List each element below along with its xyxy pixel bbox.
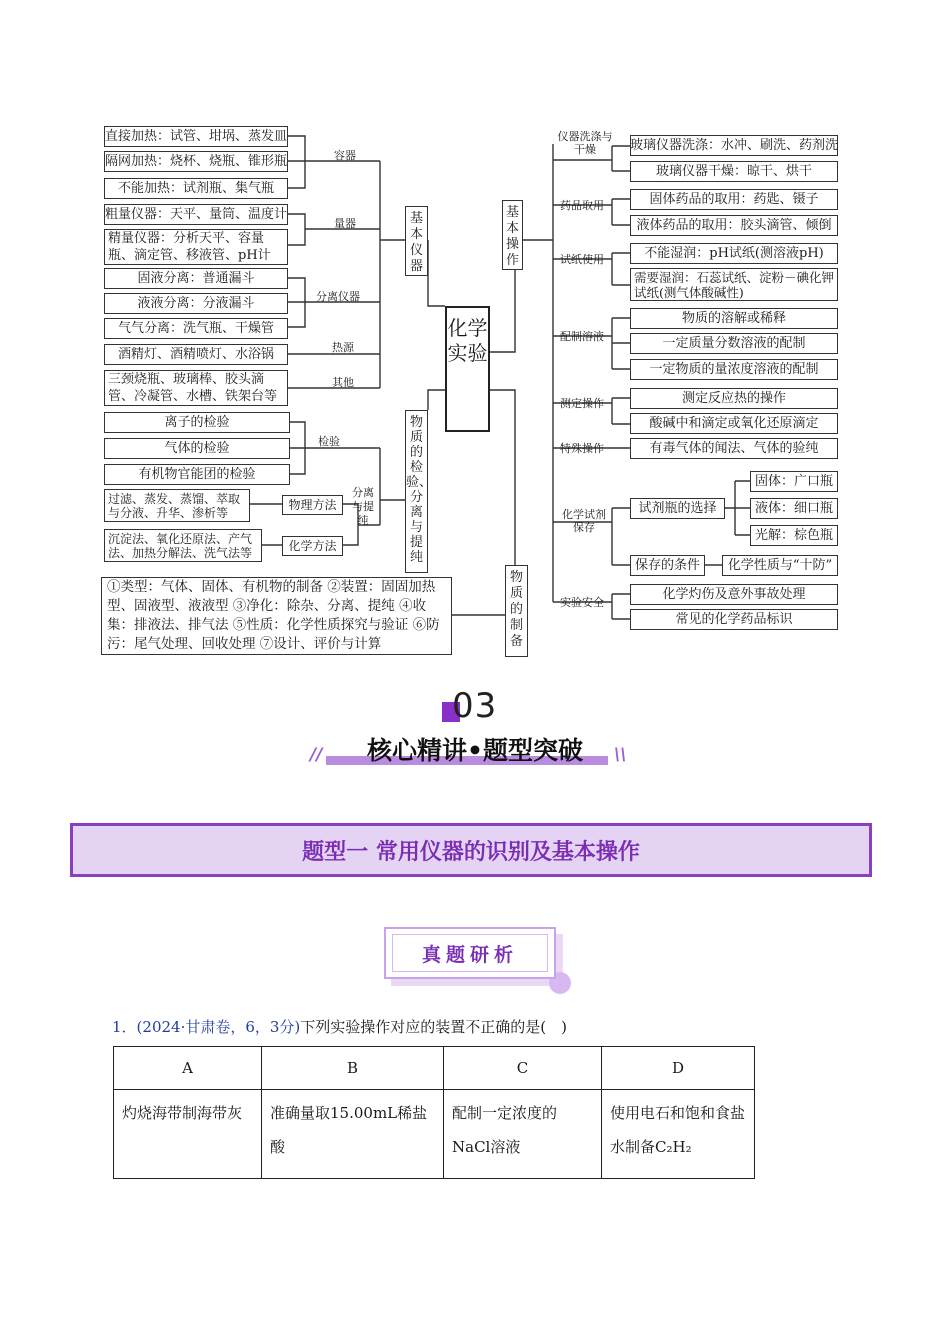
inspect-item-3: 有机物官能团的检验 bbox=[104, 464, 290, 485]
heat-item: 酒精灯、酒精喷灯、水浴锅 bbox=[104, 344, 288, 365]
wash-item-1: 玻璃仪器洗涤：水冲、刷洗、药剂洗 bbox=[630, 135, 838, 156]
header-cell-b: B bbox=[262, 1047, 444, 1090]
question-text: 下列实验操作对应的装置不正确的是( ) bbox=[300, 1018, 567, 1036]
option-cell-a: 灼烧海带制海带灰 bbox=[114, 1090, 262, 1179]
reagent-item-1: 固体药品的取用：药匙、镊子 bbox=[630, 189, 838, 210]
header-cell-a: A bbox=[114, 1047, 262, 1090]
reagent-label: 药品取用 bbox=[560, 199, 604, 212]
condition-label: 保存的条件 bbox=[630, 555, 705, 576]
separation-label: 分离仪器 bbox=[316, 290, 360, 303]
header-cell-c: C bbox=[444, 1047, 602, 1090]
condition-item: 化学性质与“十防” bbox=[722, 555, 838, 576]
table-header-row bbox=[114, 1047, 755, 1090]
separate-label: 分离与提纯 bbox=[352, 486, 374, 527]
bottle-item-2: 液体：细口瓶 bbox=[750, 498, 838, 519]
option-cell-d: 使用电石和饱和食盐水制备C₂H₂ bbox=[602, 1090, 755, 1179]
solution-item-2: 一定质量分数溶液的配制 bbox=[630, 333, 838, 354]
other-item: 三颈烧瓶、玻璃棒、胶头滴管、冷凝管、水槽、铁架台等 bbox=[104, 370, 288, 406]
safety-label: 实验安全 bbox=[560, 596, 604, 609]
paper-item-2: 需要湿润：石蕊试纸、淀粉－碘化钾试纸(测气体酸碱性) bbox=[630, 268, 838, 301]
section-number: 03 bbox=[452, 686, 498, 726]
options-table bbox=[113, 1046, 755, 1179]
slash-right-decoration: \\ bbox=[614, 745, 627, 765]
special-item: 有毒气体的闻法、气体的验纯 bbox=[630, 438, 838, 459]
chemical-method-item: 沉淀法、氧化还原法、产气法、加热分解法、洗气法等 bbox=[104, 529, 262, 562]
separation-item-1: 固液分离：普通漏斗 bbox=[104, 268, 288, 289]
question-source: (2024·甘肃卷，6，3分) bbox=[136, 1018, 301, 1036]
instruments-title: 基本仪器 bbox=[405, 206, 428, 276]
solution-item-3: 一定物质的量浓度溶液的配制 bbox=[630, 359, 838, 380]
wash-item-2: 玻璃仪器干燥：晾干、烘干 bbox=[630, 161, 838, 182]
measure-op-item-1: 测定反应热的操作 bbox=[630, 388, 838, 409]
option-cell-b: 准确量取15.00mL稀盐酸 bbox=[262, 1090, 444, 1179]
container-item-1: 直接加热：试管、坩埚、蒸发皿 bbox=[104, 126, 288, 147]
measure-op-item-2: 酸碱中和滴定或氧化还原滴定 bbox=[630, 413, 838, 434]
operations-title: 基本操作 bbox=[502, 200, 523, 270]
inspect-item-2: 气体的检验 bbox=[104, 438, 290, 459]
special-label: 特殊操作 bbox=[560, 442, 604, 455]
measure-item-1: 粗量仪器：天平、量筒、温度计 bbox=[104, 204, 288, 225]
chemical-method-label: 化学方法 bbox=[282, 536, 343, 556]
reagent-item-2: 液体药品的取用：胶头滴管、倾倒 bbox=[630, 215, 838, 236]
measure-item-2: 精量仪器：分析天平、容量瓶、滴定管、移液管、pH计 bbox=[104, 229, 288, 265]
real-exam-tag bbox=[384, 927, 556, 979]
paper-label: 试纸使用 bbox=[560, 253, 604, 266]
storage-label: 化学试剂保存 bbox=[562, 508, 606, 534]
slash-left-decoration: // bbox=[310, 745, 323, 765]
heat-label: 热源 bbox=[332, 341, 354, 354]
real-exam-tag-label: 真题研析 bbox=[392, 934, 548, 972]
question-type-banner: 题型一 常用仪器的识别及基本操作 bbox=[70, 823, 872, 877]
physical-method-label: 物理方法 bbox=[282, 495, 343, 515]
inspect-label: 检验 bbox=[318, 435, 340, 448]
separation-item-2: 液液分离：分液漏斗 bbox=[104, 293, 288, 314]
preparation-text: ①类型：气体、固体、有机物的制备 ②装置：固固加热型、固液型、液液型 ③净化：除杂、分离、提纯 ④收集：排液法、排气法 ⑤性质：化学性质探究与验证 ⑥防污：尾气处理、回收处理 ⑦设计、评价与计算 bbox=[101, 577, 452, 655]
container-item-2: 隔网加热：烧杯、烧瓶、锥形瓶 bbox=[104, 151, 288, 172]
header-cell-d: D bbox=[602, 1047, 755, 1090]
bottle-item-1: 固体：广口瓶 bbox=[750, 471, 838, 492]
container-label: 容器 bbox=[334, 149, 356, 162]
paper-item-1: 不能湿润：pH试纸(测溶液pH) bbox=[630, 243, 838, 264]
testing-title: 物质的检验、分离与提纯 bbox=[405, 410, 428, 573]
inspect-item-1: 离子的检验 bbox=[104, 412, 290, 433]
wash-label: 仪器洗涤与干燥 bbox=[557, 130, 613, 156]
measure-label: 量器 bbox=[334, 217, 356, 230]
preparation-title: 物质的制备 bbox=[505, 565, 528, 657]
separation-item-3: 气气分离：洗气瓶、干燥管 bbox=[104, 318, 288, 339]
safety-item-2: 常见的化学药品标识 bbox=[630, 609, 838, 630]
other-label: 其他 bbox=[332, 376, 354, 389]
physical-method-item: 过滤、蒸发、蒸馏、萃取与分液、升华、渗析等 bbox=[104, 489, 250, 522]
section-title: 核心精讲•题型突破 bbox=[367, 736, 583, 765]
solution-item-1: 物质的溶解或稀释 bbox=[630, 308, 838, 329]
center-title: 化学实验 bbox=[445, 306, 490, 432]
safety-item-1: 化学灼伤及意外事故处理 bbox=[630, 584, 838, 605]
question-line bbox=[112, 1016, 567, 1037]
question-number: 1． bbox=[112, 1018, 137, 1036]
option-cell-c: 配制一定浓度的NaCl溶液 bbox=[444, 1090, 602, 1179]
bottle-label: 试剂瓶的选择 bbox=[630, 498, 725, 519]
table-row bbox=[114, 1090, 755, 1179]
measure-op-label: 测定操作 bbox=[560, 397, 604, 410]
container-item-3: 不能加热：试剂瓶、集气瓶 bbox=[104, 178, 288, 199]
solution-label: 配制溶液 bbox=[560, 330, 604, 343]
bottle-item-3: 光解：棕色瓶 bbox=[750, 525, 838, 546]
